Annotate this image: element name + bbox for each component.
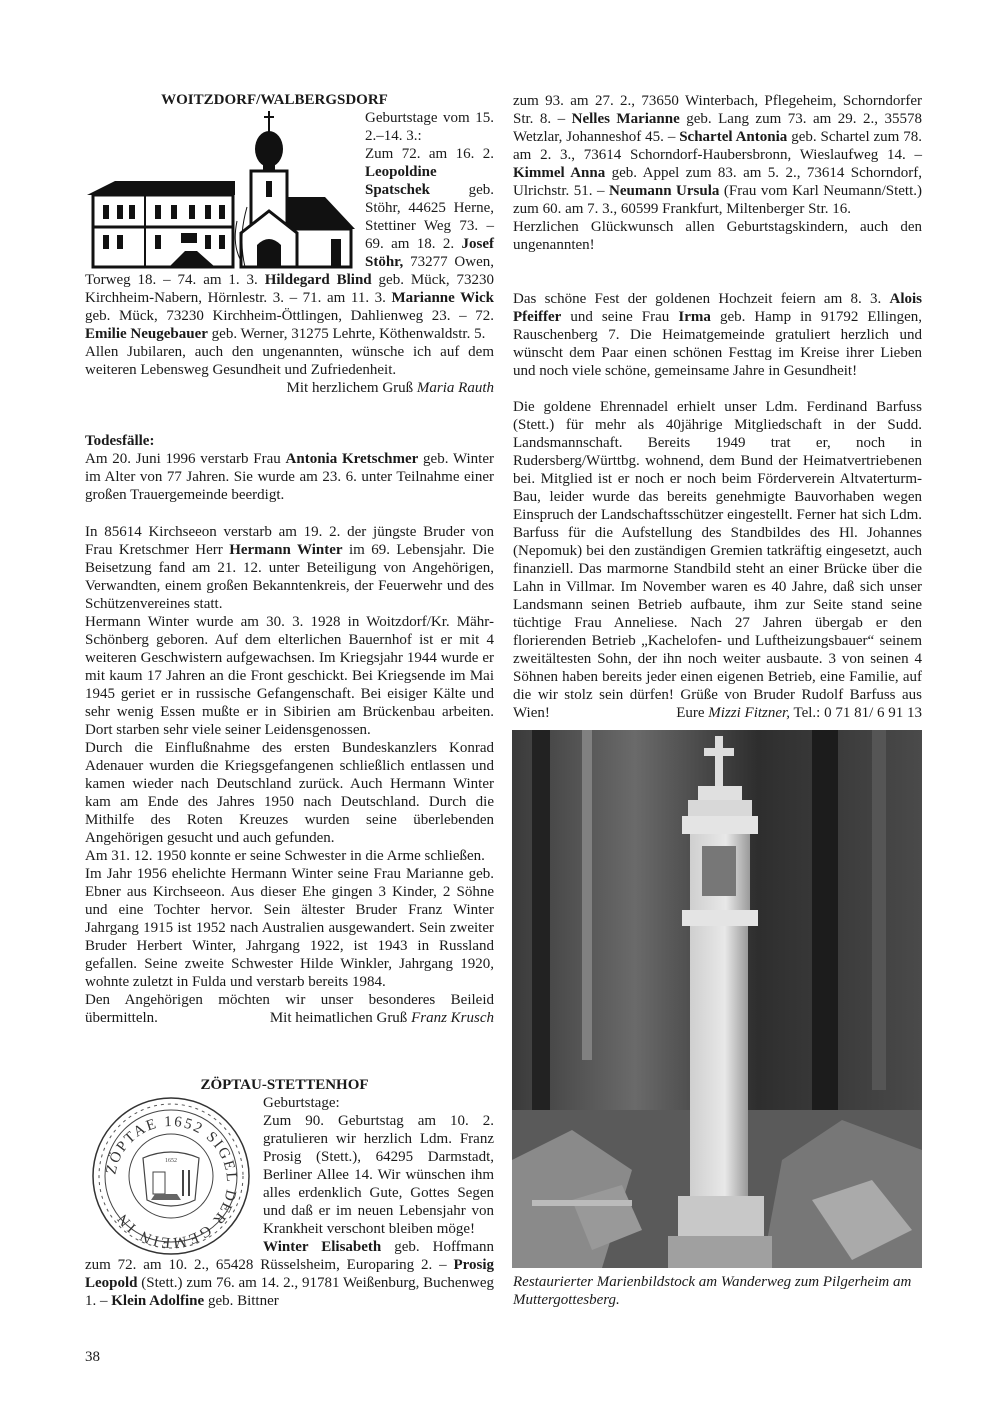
text-run: In 85614 Kirchseeon verstarb am 19. 2. der jüngste Bruder von Frau Kretschmer Herr [85,524,494,558]
text-run: Herzlichen Glückwunsch allen Geburtstagskindern, auch den ungenannten! [513,219,922,253]
text-run: und seine Frau [561,309,679,325]
biography-paragraph [85,847,494,865]
text-run: geb. Bittner [204,1293,279,1309]
person-name: Klein Adolfine [111,1293,205,1309]
text-run: Im Jahr 1956 ehelichte Hermann Winter seine Frau Marianne geb. Ebner aus Kirchseeon. Aus dieser Ehe gingen 3 Kinder, 2 Söhne und eine Tochter hervor. Sein ältester Bruder Franz Winter Jahrgang 1915 ist 1952 nach Australien ausgewandert. Sein zweiter Bruder Herbert Winter, Jahrgang 1922, ist 1943 in Russland gefallen. Seine zweite Schwester Hilde Winkler, Jahrgang 1920, wohnte zuletzt in Fulda und verstarb bereits 1984. [85,866,494,990]
person-name: Nelles Marianne [571,111,680,127]
text-run: Die goldene Ehrennadel erhielt unser Ldm. Ferdinand Barfuss (Stett.) für mehr als 40jährige Mitgliedschaft in der Sudd. Landsmannschaft. Bereits 1949 trat er, noch in Rudersberg/Württbg. wohnend, dem Bund der Heimatvertriebenen bei. Mitglied ist er noch er noch beim Förderverein Altvaterturm-Bau, leider wurde das bereits genehmigte Bauvorhaben wegen Einspruch der Landschaftsschützer eingestellt. Ferner hat sich Ldm. Barfuss für die Aufstellung des Standbildes des Hl. Johannes (Nepomuk) bei den zuständigen Gremien tatkräftig eingesetzt, auch finanziell. Das marmorne Standbild steht an einer Brücke über die Lahn in Villmar. Im November waren es 40 Jahre, daß sich unser Landsmann seinen Betrieb aufbaute, ihm zur Seite stand seine tüchtige Frau Anneliese. Nach 27 Jahren übergab er den florierenden Betrieb „Kachelofen- und Luftheizungsbauer“ seinem zweitältesten Sohn, der ihn noch weiter ausbaute. 3 von seinen 4 Söhnen haben bereits jeder einen eigenen Betrieb, eine Familie, auf die wir stolz sein dürfen! Grüße von Bruder Rudolf Barfuss aus Wien! [513,399,922,721]
birthdays-list [513,92,922,218]
person-name: Marianne Wick [391,290,494,306]
text-run: geb. Lang zum 73. am 29. 2., 35578 Wetzlar, Johanneshof 45. – [513,111,922,145]
text-run: 73277 Owen, Torweg 18. – 74. am 1. 3. [85,254,494,288]
text-run: Tel.: 0 71 81/ 6 91 13 [789,705,922,721]
honor-pin-text [513,398,922,722]
biography-paragraph [85,865,494,991]
author-name: Mizzi Fitzner, [708,705,790,721]
signature-maria-rauth [85,379,494,397]
text-run: zum 93. am 27. 2., 73650 Winterbach, Pflegeheim, Schorndorfer Str. 8. – [513,93,922,127]
section-heading-zoeptau: ZÖPTAU-STETTENHOF [200,1077,369,1093]
text-run: Am 31. 12. 1950 konnte er seine Schwester in die Arme schließen. [85,848,485,864]
text-run: geb. Schartel zum 78. am 2. 3., 73614 Schorndorf-Haubersbronn, Wieslaufweg 14. – [513,129,922,163]
text-run: Das schöne Fest der goldenen Hochzeit feiern am 8. 3. [513,291,890,307]
person-name: Neumann Ursula [609,183,720,199]
wayside-shrine-photo [512,730,922,1268]
person-name: Kimmel Anna [513,165,606,181]
text-run: Mit herzlichem Gruß [286,380,417,396]
deaths-section [85,432,494,504]
person-name: Hermann Winter [229,542,343,558]
honor-text [513,399,922,721]
golden-wedding-notice [513,290,922,380]
person-name: Leopoldine Spatschek [365,164,437,198]
text-run: geb. Winter im Alter von 77 Jahren. Sie wurde am 23. 6. unter Teilnahme einer großen Trauergemeinde beerdigt. [85,451,494,503]
zoeptau-birthdays-continued [513,92,922,254]
signature-mizzi-fitzner [676,704,922,722]
village-church-illustration [85,111,357,269]
person-name: Schartel Antonia [679,129,788,145]
text-run: Allen Jubilaren, auch den ungenannten, wünsche ich auf dem weiteren Lebensweg Gesundheit und Zufriedenheit. [85,344,494,378]
text-run: im 69. Lebensjahr. Die Beisetzung fand am 21. 12. unter Beteiligung von Angehörigen, Verwandten, einem großen Bekanntenkreis, der Feuerwehr und des Schützenvereines statt. [85,542,494,612]
birthday-wishes [85,343,494,379]
photo-caption: Restaurierter Marienbildstock am Wanderweg zum Pilgerheim am Muttergottesberg. [513,1274,912,1308]
death-notice-kretschmer [85,450,494,504]
golden-wedding-text [513,290,922,380]
text-run: geb. Hamp in 91792 Ellingen, Rauschenberg 7. Die Heimatgemeinde gratuliert herzlich und wünscht dem Paar einen schönen Festtag im Kreise ihrer Lieben und noch viele schöne, gemeinsame Jahre in Gesundheit! [513,309,922,379]
text-run: geb. Appel zum 83. am 5. 2., 73614 Schorndorf, Ulrichstr. 51. – [513,165,923,199]
text-run: Durch die Einflußnahme des ersten Bundeskanzlers Konrad Adenauer wurden die Kriegsgefangenen schließlich entlassen und kamen wieder nach Deutschland zurück. Auch Hermann Winter kam am Ende des Jahres 1950 nach Deutschland. Durch die Mithilfe des Roten Kreuzes wurden seine überlebenden Angehörigen gesucht und auch gefunden. [85,740,494,846]
text-run: Geburtstage vom 15. 2.–14. 3.: [365,110,494,144]
text-run: geb. Mück, 73230 Kirchheim-Nabern, Hörnlestr. 3. – 71. am 11. 3. [85,272,495,306]
author-name: Franz Krusch [411,1010,494,1026]
person-name: Emilie Neugebauer [85,326,208,342]
signature-franz-krusch [270,1009,494,1027]
text-run: Den Angehörigen möchten wir unser besonderes Beileid übermitteln. [85,992,494,1026]
text-run: geb. Mück, 73230 Kirchheim-Öttlingen, Dahlienweg 23. – 72. [85,308,494,324]
text-run: Am 20. Juni 1996 verstarb Frau [85,451,286,467]
text-run: Hermann Winter wurde am 30. 3. 1928 in Woitzdorf/Kr. Mähr-Schönberg geboren. Auf dem elterlichen Bauernhof ist er mit 4 weiteren Geschwistern aufgewachsen. Im Kriegsjahr 1944 wurde er mit kaum 17 Jahren an die Front geschickt. Bei Kriegsende im Mai 1945 geriet er in russische Gefangenschaft. Bei eisiger Kälte und sehr wenig Essen mußte er in Sibirien am Brückenbau arbeiten. Dort starben sehr viele seiner Leidensgenossen. [85,614,494,738]
author-name: Maria Rauth [416,380,494,396]
text-run: Zum 90. Geburtstag am 10. 2. gratulieren wir herzlich Ldm. Franz Prosig (Stett.), 64295 Darmstadt, Berliner Allee 14. Wir wünschen ihm alles erdenklich Gute, Gottes Segen und daß er im neuen Lebensjahr von Krankheit verschont bleiben möge! [263,1113,494,1237]
zoeptau-section [85,1076,494,1310]
text-run: Mit heimatlichen Gruß [269,1010,412,1026]
person-name: Irma [678,309,711,325]
honor-pin-notice [513,398,922,722]
condolence-paragraph [85,991,494,1027]
birthday-wishes [513,218,922,254]
text-run: (Stett.) zum 76. am 14. 2., 91781 Weißenburg, Buchenweg 1. – [85,1275,494,1309]
person-name: Alois Pfeiffer [513,291,922,325]
seal-year: 1652 [165,1158,177,1164]
biography-paragraph [85,613,494,739]
death-notice-winter [85,523,494,613]
text-run: Eure [676,705,709,721]
person-name: Josef Stöhr, [365,236,494,270]
seal-lettering: ZÖPTAE 1652 SIGEL DER GEMEIN IN [103,1113,240,1251]
person-name: Antonia Kretschmer [285,451,419,467]
text-run: Geburtstage: [263,1095,340,1111]
person-name: Prosig Leopold [85,1257,494,1291]
municipal-seal-illustration [85,1096,257,1256]
person-name: Winter Elisabeth [263,1239,382,1255]
page-number: 38 [85,1349,100,1365]
obituary-hermann-winter [85,523,494,1027]
woitzdorf-section [85,91,494,397]
text-run: geb. Hoffmann zum 72. am 10. 2., 65428 Rüsselsheim, Europaring 2. – [85,1239,494,1273]
person-name: Hildegard Blind [264,272,372,288]
section-heading-woitzdorf: WOITZDORF/WALBERGSDORF [161,92,388,108]
biography-paragraph [85,739,494,847]
deaths-heading: Todesfälle: [85,433,155,449]
text-run: Zum 72. am 16. 2. [365,146,494,162]
text-run: geb. Werner, 31275 Lehrte, Köthenwaldstr. 5. [207,326,486,342]
text-run: (Frau vom Karl Neumann/Stett.) zum 60. am 7. 3., 60599 Frankfurt, Miltenberger Str. 16. [513,183,922,217]
text-run: geb. Stöhr, 44625 Herne, Stettiner Weg 73. – 69. am 18. 2. [365,182,494,252]
